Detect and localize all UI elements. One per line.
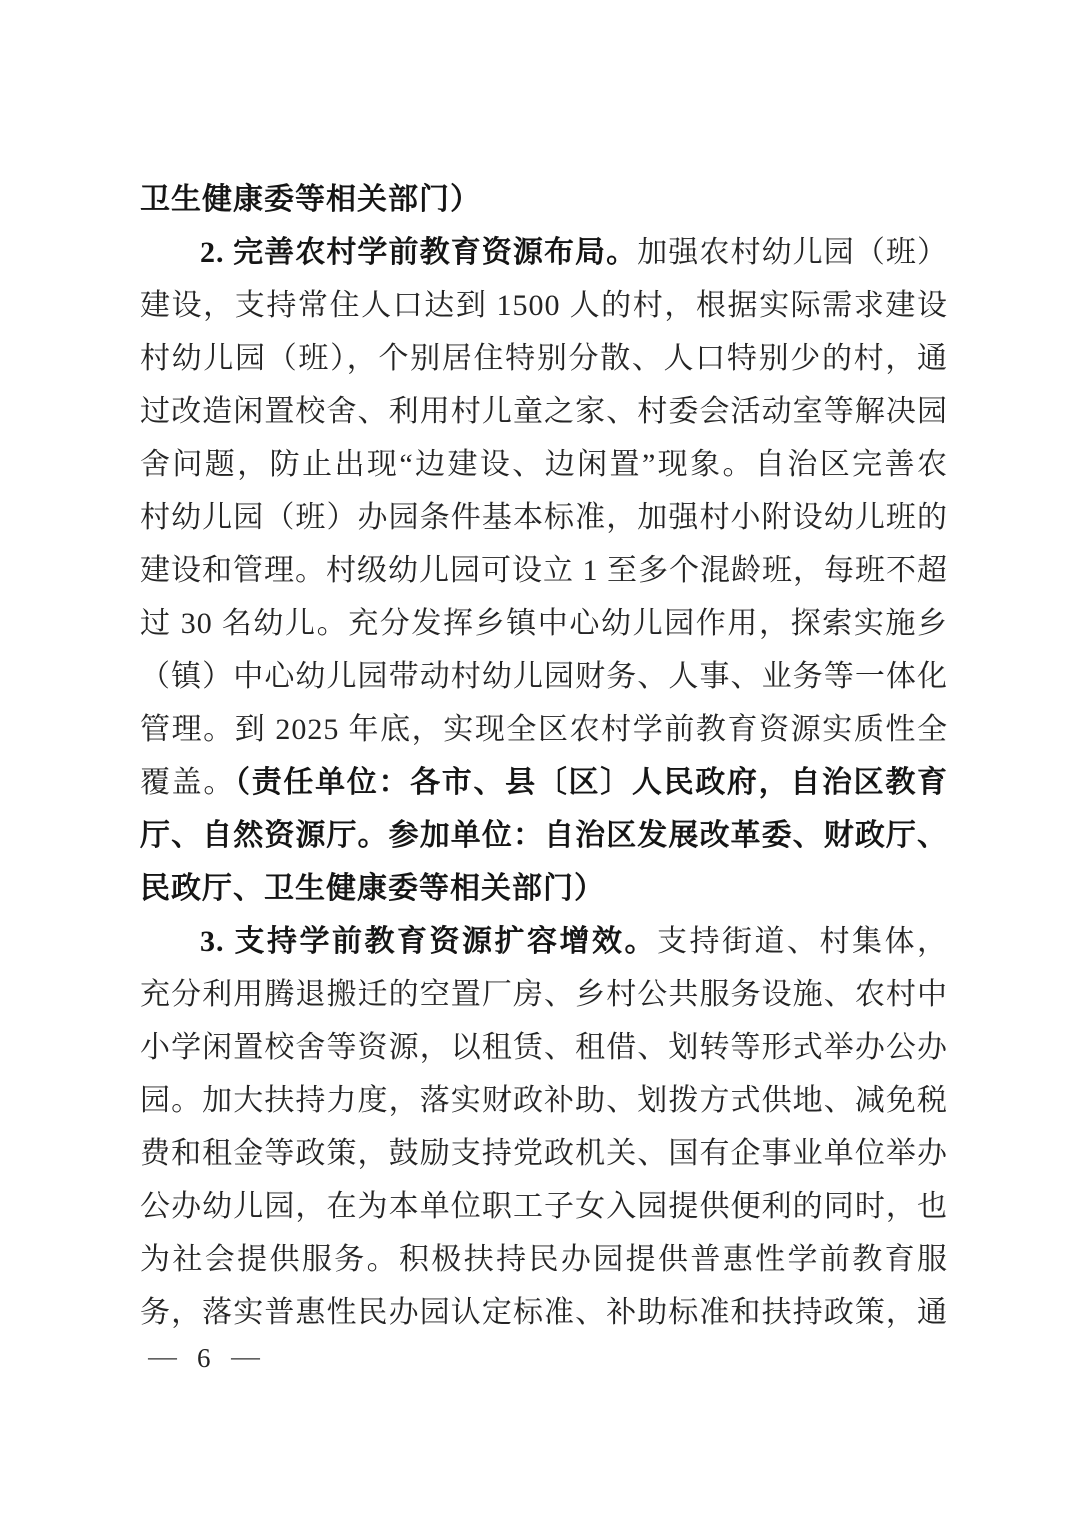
text-segment: 过 30 名幼儿。充分发挥乡镇中心幼儿园作用，探索实施乡: [140, 607, 948, 640]
page-number-dash-left: —: [148, 1344, 177, 1371]
text-line: [140, 968, 948, 1021]
text-segment-bold: 厅、自然资源厅。参加单位：自治区发展改革委、财政厅、: [140, 819, 948, 852]
page-number: [150, 1340, 258, 1376]
text-segment: 加强农村幼儿园（班）: [637, 236, 949, 269]
text-line: [140, 491, 948, 544]
text-line: [140, 385, 948, 438]
text-segment: 舍问题，防止出现“边建设、边闲置”现象。自治区完善农: [140, 448, 948, 481]
page-number-dash-right: —: [230, 1344, 260, 1371]
text-line: [140, 1233, 948, 1286]
text-segment: 为社会提供服务。积极扶持民办园提供普惠性学前教育服: [140, 1243, 948, 1276]
text-line: [140, 279, 948, 332]
text-segment-bold: 3. 支持学前教育资源扩容增效。: [200, 925, 657, 958]
text-line: [140, 809, 948, 862]
text-segment: 管理。到 2025 年底，实现全区农村学前教育资源实质性全: [140, 713, 948, 746]
text-segment: （镇）中心幼儿园带动村幼儿园财务、人事、业务等一体化: [140, 660, 948, 693]
text-line: [140, 1074, 948, 1127]
text-line: [140, 1021, 948, 1074]
text-segment-bold: 卫生健康委等相关部门）: [140, 183, 481, 216]
text-segment: 建设和管理。村级幼儿园可设立 1 至多个混龄班，每班不超: [140, 554, 948, 587]
text-segment: 支持街道、村集体，: [657, 925, 948, 958]
page-number-value: 6: [197, 1342, 211, 1373]
text-segment: 园。加大扶持力度，落实财政补助、划拨方式供地、减免税: [140, 1084, 948, 1117]
text-segment-bold: 2. 完善农村学前教育资源布局。: [200, 236, 638, 269]
text-line: [140, 332, 948, 385]
text-line: [140, 650, 948, 703]
text-line: [140, 915, 948, 968]
text-segment: 覆盖。: [140, 766, 236, 799]
text-segment: 务，落实普惠性民办园认定标准、补助标准和扶持政策，通: [140, 1296, 948, 1329]
text-line: [140, 544, 948, 597]
text-segment: 村幼儿园（班）办园条件基本标准，加强村小附设幼儿班的: [140, 501, 948, 534]
text-line: [140, 862, 948, 915]
text-segment: 建设，支持常住人口达到 1500 人的村，根据实际需求建设: [140, 289, 948, 322]
text-line: [140, 438, 948, 491]
text-line: [140, 703, 948, 756]
text-line: [140, 1286, 948, 1339]
text-line: [140, 756, 948, 809]
text-line: [140, 1180, 948, 1233]
text-segment: 充分利用腾退搬迁的空置厂房、乡村公共服务设施、农村中: [140, 978, 948, 1011]
text-segment: 村幼儿园（班），个别居住特别分散、人口特别少的村，通: [140, 342, 948, 375]
text-line: [140, 173, 948, 226]
text-line: [140, 597, 948, 650]
text-segment: 费和租金等政策，鼓励支持党政机关、国有企事业单位举办: [140, 1137, 948, 1170]
text-segment: 过改造闲置校舍、利用村儿童之家、村委会活动室等解决园: [140, 395, 948, 428]
document-text-block: [140, 173, 948, 1339]
text-segment-bold: 民政厅、卫生健康委等相关部门）: [140, 872, 605, 905]
text-segment: 公办幼儿园，在为本单位职工子女入园提供便利的同时，也: [140, 1190, 948, 1223]
text-line: [140, 1127, 948, 1180]
text-segment: 小学闲置校舍等资源，以租赁、租借、划转等形式举办公办: [140, 1031, 948, 1064]
text-line: [140, 226, 948, 279]
text-segment-bold: （责任单位：各市、县〔区〕人民政府，自治区教育: [235, 766, 949, 799]
